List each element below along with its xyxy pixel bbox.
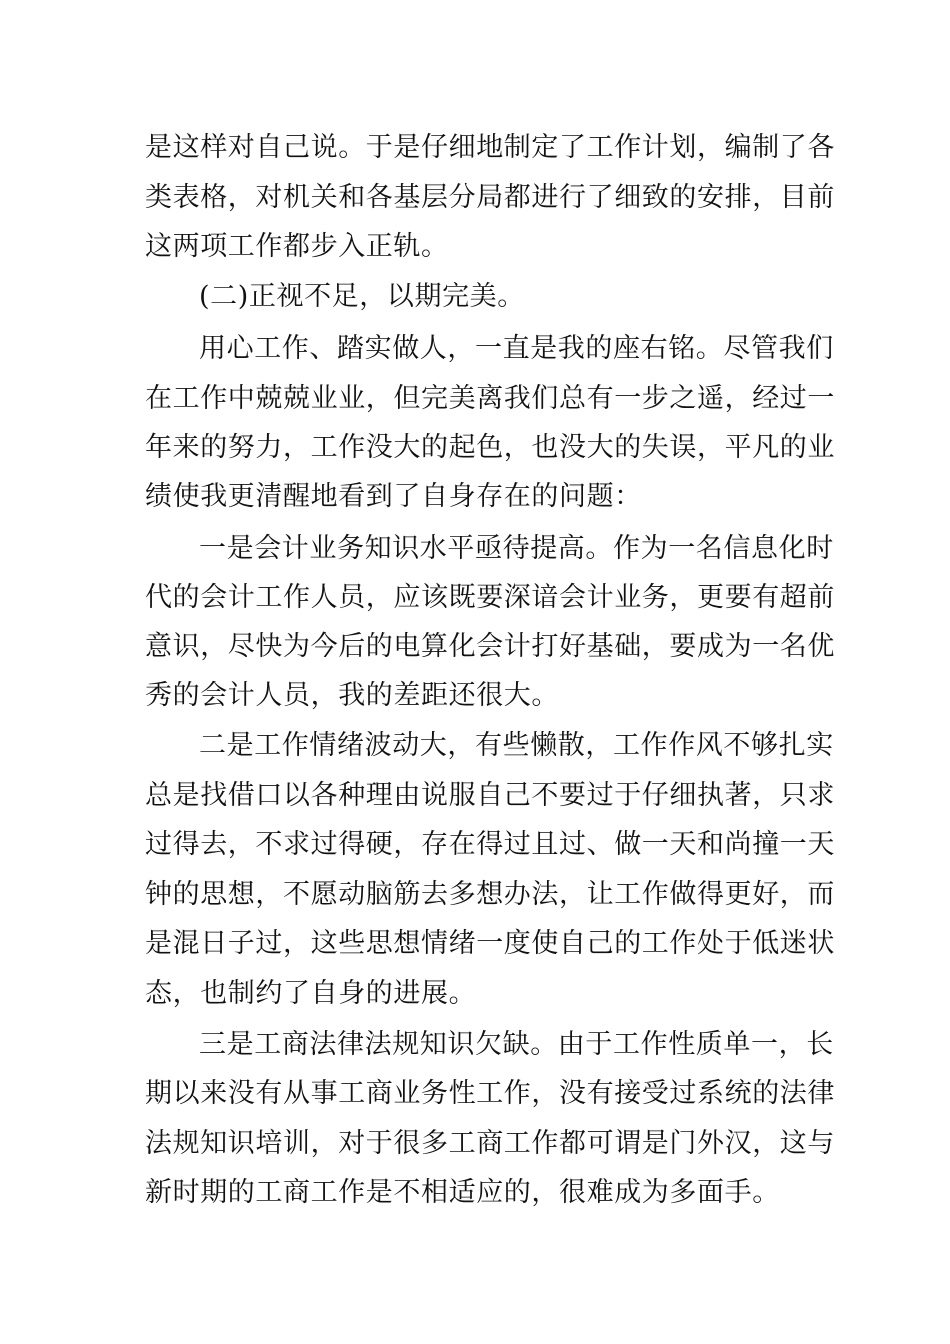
text-line: 态，也制约了自身的进展。	[145, 978, 477, 1009]
paragraph-heading: (二)正视不足，以期完美。	[199, 281, 525, 312]
text-line: 过得去，不求过得硬，存在得过且过、做一天和尚撞一天	[145, 829, 835, 860]
text-line: 法规知识培训，对于很多工商工作都可谓是门外汉，这与	[145, 1128, 835, 1159]
text-line: 一是会计业务知识水平亟待提高。作为一名信息化时	[199, 533, 834, 564]
text-line: 新时期的工商工作是不相适应的，很难成为多面手。	[145, 1177, 780, 1208]
text-line: 是混日子过，这些思想情绪一度使自己的工作处于低迷状	[145, 928, 835, 959]
text-line: 二是工作情绪波动大，有些懒散，工作作风不够扎实	[199, 730, 834, 761]
text-line: 绩使我更清醒地看到了自身存在的问题：	[145, 481, 642, 512]
text-line: 在工作中兢兢业业，但完美离我们总有一步之遥，经过一	[145, 383, 835, 414]
text-line: 年来的努力，工作没大的起色，也没大的失误，平凡的业	[145, 432, 835, 463]
text-line: 是这样对自己说。于是仔细地制定了工作计划，编制了各	[145, 132, 835, 163]
text-line: 这两项工作都步入正轨。	[145, 231, 449, 262]
text-line: 用心工作、踏实做人，一直是我的座右铭。尽管我们	[199, 333, 834, 364]
text-line: 三是工商法律法规知识欠缺。由于工作性质单一，长	[199, 1029, 834, 1060]
text-line: 钟的思想，不愿动脑筋去多想办法，让工作做得更好，而	[145, 879, 835, 910]
text-line: 意识，尽快为今后的电算化会计打好基础，要成为一名优	[145, 631, 835, 662]
text-line: 代的会计工作人员，应该既要深谙会计业务，更要有超前	[145, 582, 835, 613]
text-line: 期以来没有从事工商业务性工作，没有接受过系统的法律	[145, 1078, 835, 1109]
text-line: 类表格，对机关和各基层分局都进行了细致的安排，目前	[145, 182, 835, 213]
text-line: 总是找借口以各种理由说服自己不要过于仔细执著，只求	[145, 780, 835, 811]
text-line: 秀的会计人员，我的差距还很大。	[145, 680, 559, 711]
